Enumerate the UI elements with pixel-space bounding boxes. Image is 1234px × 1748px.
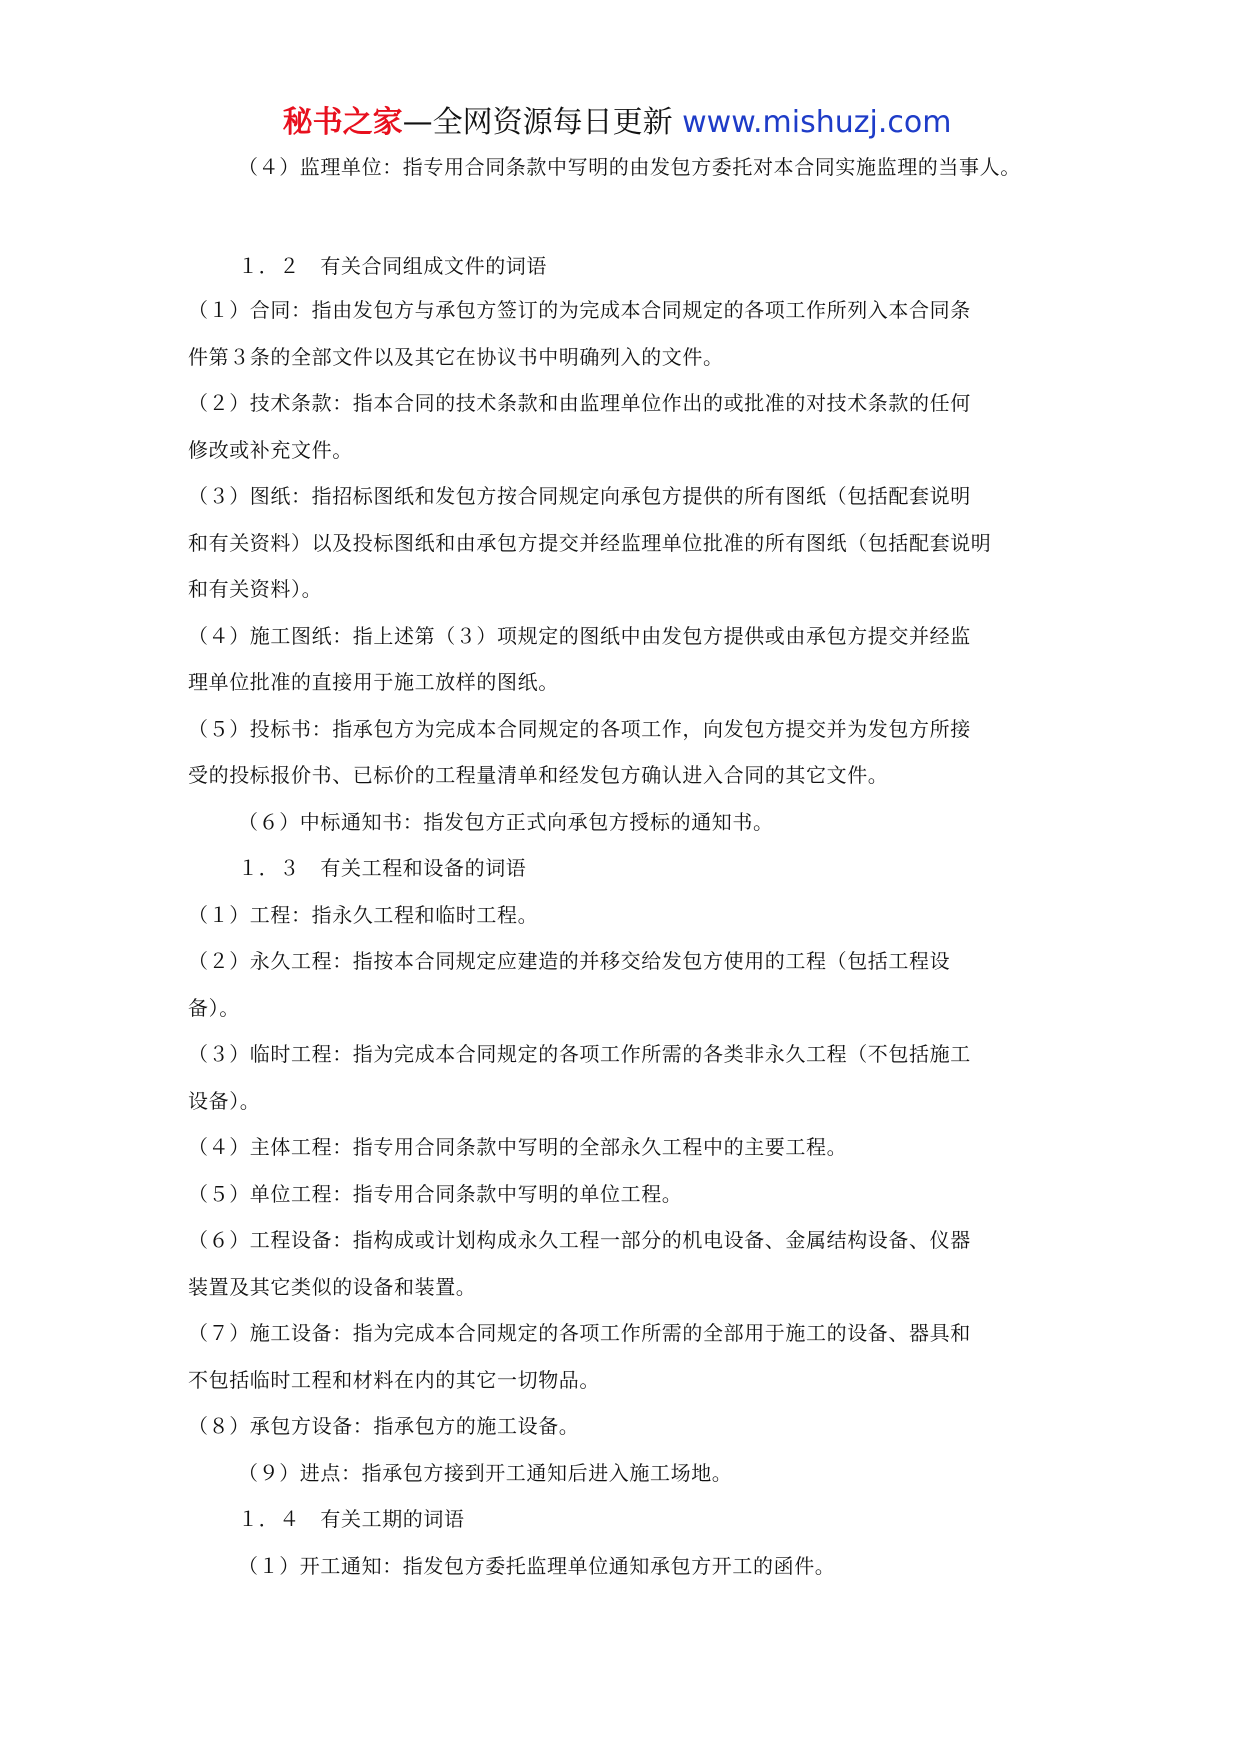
paragraph-line: （３）图纸：指招标图纸和发包方按合同规定向承包方提供的所有图纸（包括配套说明 [188,484,971,508]
banner-slogan: 全网资源每日更新 [432,105,683,140]
paragraph-line: 备）。 [188,996,240,1020]
site-banner [0,101,1234,145]
paragraph-line: （２）永久工程：指按本合同规定应建造的并移交给发包方使用的工程（包括工程设 [188,949,951,973]
paragraph-line: （９）进点：指承包方接到开工通知后进入施工场地。 [238,1461,733,1485]
paragraph-line: （８）承包方设备：指承包方的施工设备。 [188,1414,580,1438]
paragraph-supervision-unit: （４）监理单位：指专用合同条款中写明的由发包方委托对本合同实施监理的当事人。 [238,155,1021,179]
paragraph-line: （１）开工通知：指发包方委托监理单位通知承包方开工的函件。 [238,1554,836,1578]
paragraph-line: （１）合同：指由发包方与承包方签订的为完成本合同规定的各项工作所列入本合同条 [188,298,971,322]
paragraph-line: （４）施工图纸：指上述第（３）项规定的图纸中由发包方提供或由承包方提交并经监 [188,624,971,648]
paragraph-line: 理单位批准的直接用于施工放样的图纸。 [188,670,559,694]
banner-url: www.mishuzj.com [682,105,952,140]
paragraph-line: （２）技术条款：指本合同的技术条款和由监理单位作出的或批准的对技术条款的任何 [188,391,971,415]
banner-brand: 秘书之家 [282,105,403,140]
paragraph-line: 和有关资料）以及投标图纸和由承包方提交并经监理单位批准的所有图纸（包括配套说明 [188,531,992,555]
paragraph-line: 不包括临时工程和材料在内的其它一切物品。 [188,1368,600,1392]
section-heading-1-4: １．４ 有关工期的词语 [238,1507,465,1531]
paragraph-line: （３）临时工程：指为完成本合同规定的各项工作所需的各类非永久工程（不包括施工 [188,1042,971,1066]
paragraph-line: （５）投标书：指承包方为完成本合同规定的各项工作，向发包方提交并为发包方所接 [188,717,971,741]
paragraph-line: 件第３条的全部文件以及其它在协议书中明确列入的文件。 [188,345,724,369]
paragraph-line: 修改或补充文件。 [188,438,353,462]
paragraph-line: 设备）。 [188,1089,261,1113]
paragraph-line: （１）工程：指永久工程和临时工程。 [188,903,539,927]
paragraph-line: （６）工程设备：指构成或计划构成永久工程一部分的机电设备、金属结构设备、仪器 [188,1228,971,1252]
paragraph-line: 装置及其它类似的设备和装置。 [188,1275,477,1299]
paragraph-line: （４）主体工程：指专用合同条款中写明的全部永久工程中的主要工程。 [188,1135,848,1159]
section-heading-1-3: １．３ 有关工程和设备的词语 [238,856,527,880]
banner-dash: — [402,105,433,140]
paragraph-line: 受的投标报价书、已标价的工程量清单和经发包方确认进入合同的其它文件。 [188,763,889,787]
paragraph-line: 和有关资料）。 [188,577,323,601]
paragraph-line: （６）中标通知书：指发包方正式向承包方授标的通知书。 [238,810,774,834]
paragraph-line: （５）单位工程：指专用合同条款中写明的单位工程。 [188,1182,683,1206]
paragraph-line: （７）施工设备：指为完成本合同规定的各项工作所需的全部用于施工的设备、器具和 [188,1321,971,1345]
section-heading-1-2: １．２ 有关合同组成文件的词语 [238,254,547,278]
